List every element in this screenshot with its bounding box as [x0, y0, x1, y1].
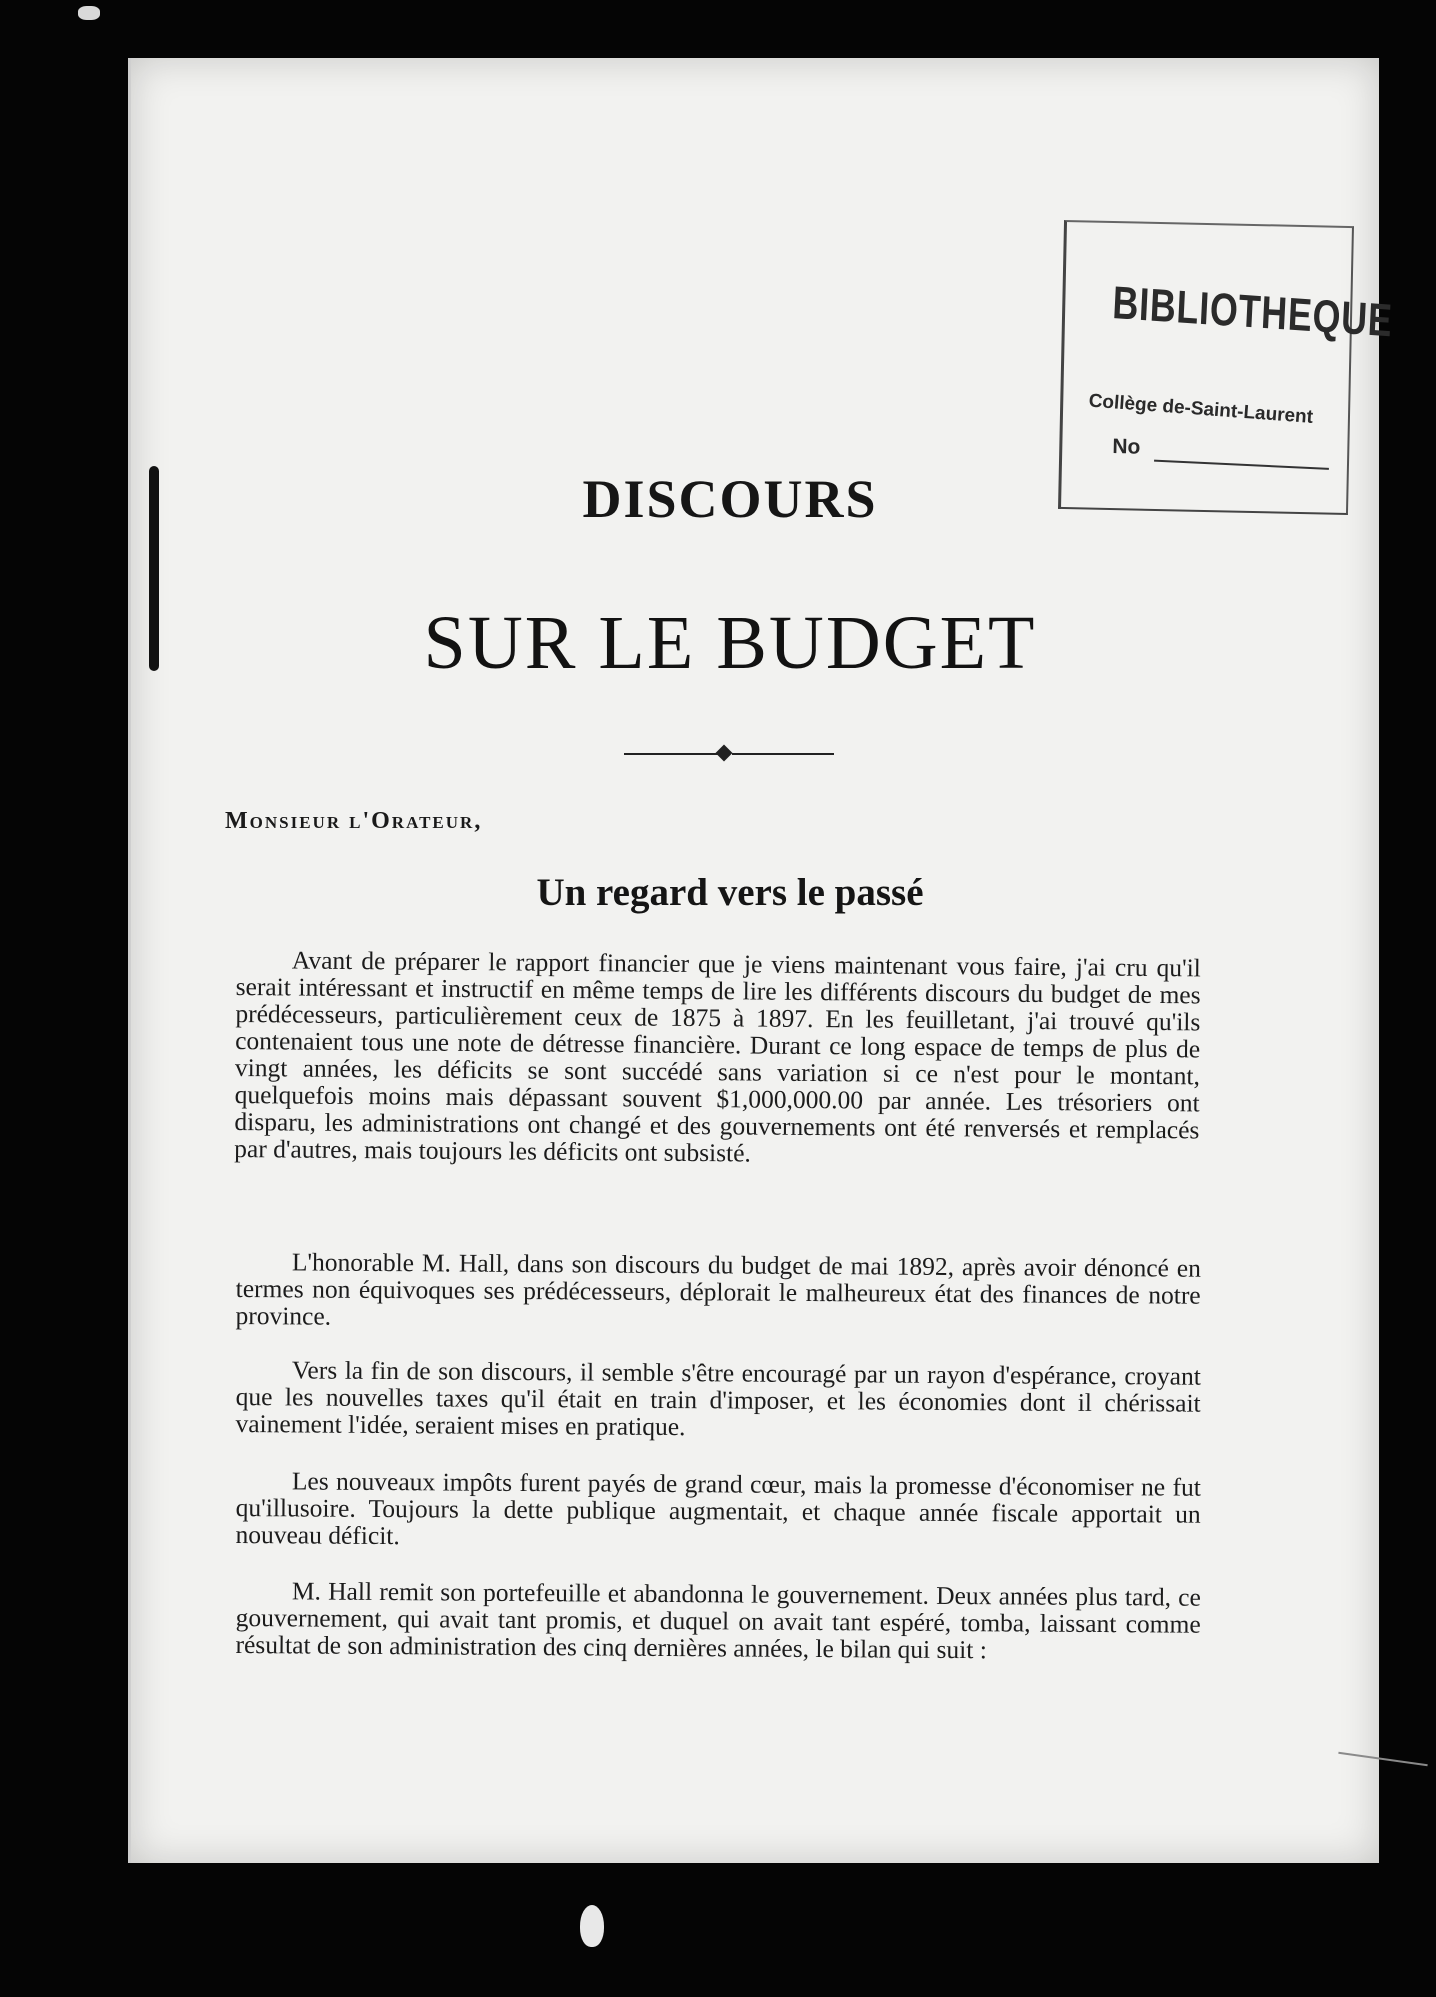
- document-heading: DISCOURS: [582, 469, 878, 529]
- ornament-rule-left: [624, 753, 718, 755]
- paragraph: Les nouveaux impôts furent payés de grand cœur, mais la promesse d'économiser ne fut qu'illusoire. Toujours la dette publique augmentait, et chaque année fiscale apportait un nouveau déficit.: [235, 1466, 1201, 1551]
- paragraph: L'honorable M. Hall, dans son discours du budget de mai 1892, après avoir dénoncé en termes non équivoques ses prédécesseurs, déplorait le malheureux état des finances de notre province.: [235, 1247, 1201, 1331]
- salutation: Monsieur l'Orateur,: [225, 808, 483, 834]
- stamp-title: BIBLIOTHEQUE: [1111, 276, 1394, 347]
- document-title: SUR LE BUDGET: [423, 601, 1037, 685]
- title-ornament: [624, 752, 834, 756]
- paragraph: Avant de préparer le rapport financier que je viens maintenant vous faire, j'ai cru qu'il serait intéressant et instructif en même temps de lire les différents discours du budget de mes prédécesseurs, particulièrement ceux de 1875 à 1897. En les feuilletant, j'ai trouvé qu'ils contenaient tous une note de détresse financière. Durant ce long espace de temps de plus de vingt années, les déficits se sont succédé sans variation si ce n'est pour le montant, quelquefois moins mais dépassant souvent $1,000,000.00 par année. Les trésoriers ont disparu, les administrations ont changé et des gouvernements ont été renversés et remplacés par d'autres, mais toujours les déficits ont subsisté.: [234, 945, 1201, 1168]
- stamp-number-label: No: [1112, 435, 1141, 459]
- scan-artifact-bottom: [580, 1905, 604, 1947]
- scan-artifact-top: [78, 6, 100, 20]
- paragraph: M. Hall remit son portefeuille et abandonna le gouvernement. Deux années plus tard, ce gouvernement, qui avait tant promis, et duquel on avait tant espéré, tomba, laissant comme résultat de son administration des cinq dernières années, le bilan qui suit :: [235, 1576, 1201, 1665]
- stamp-college: Collège de-Saint-Laurent: [1087, 390, 1314, 428]
- ornament-rule-right: [732, 753, 834, 755]
- section-title: Un regard vers le passé: [536, 871, 924, 914]
- paragraph: Vers la fin de son discours, il semble s'être encouragé par un rayon d'espérance, croyant que les nouvelles taxes qu'il était en train d'imposer, et les économies dont il chérissait vainement l'idée, seraient mises en pratique.: [235, 1355, 1201, 1442]
